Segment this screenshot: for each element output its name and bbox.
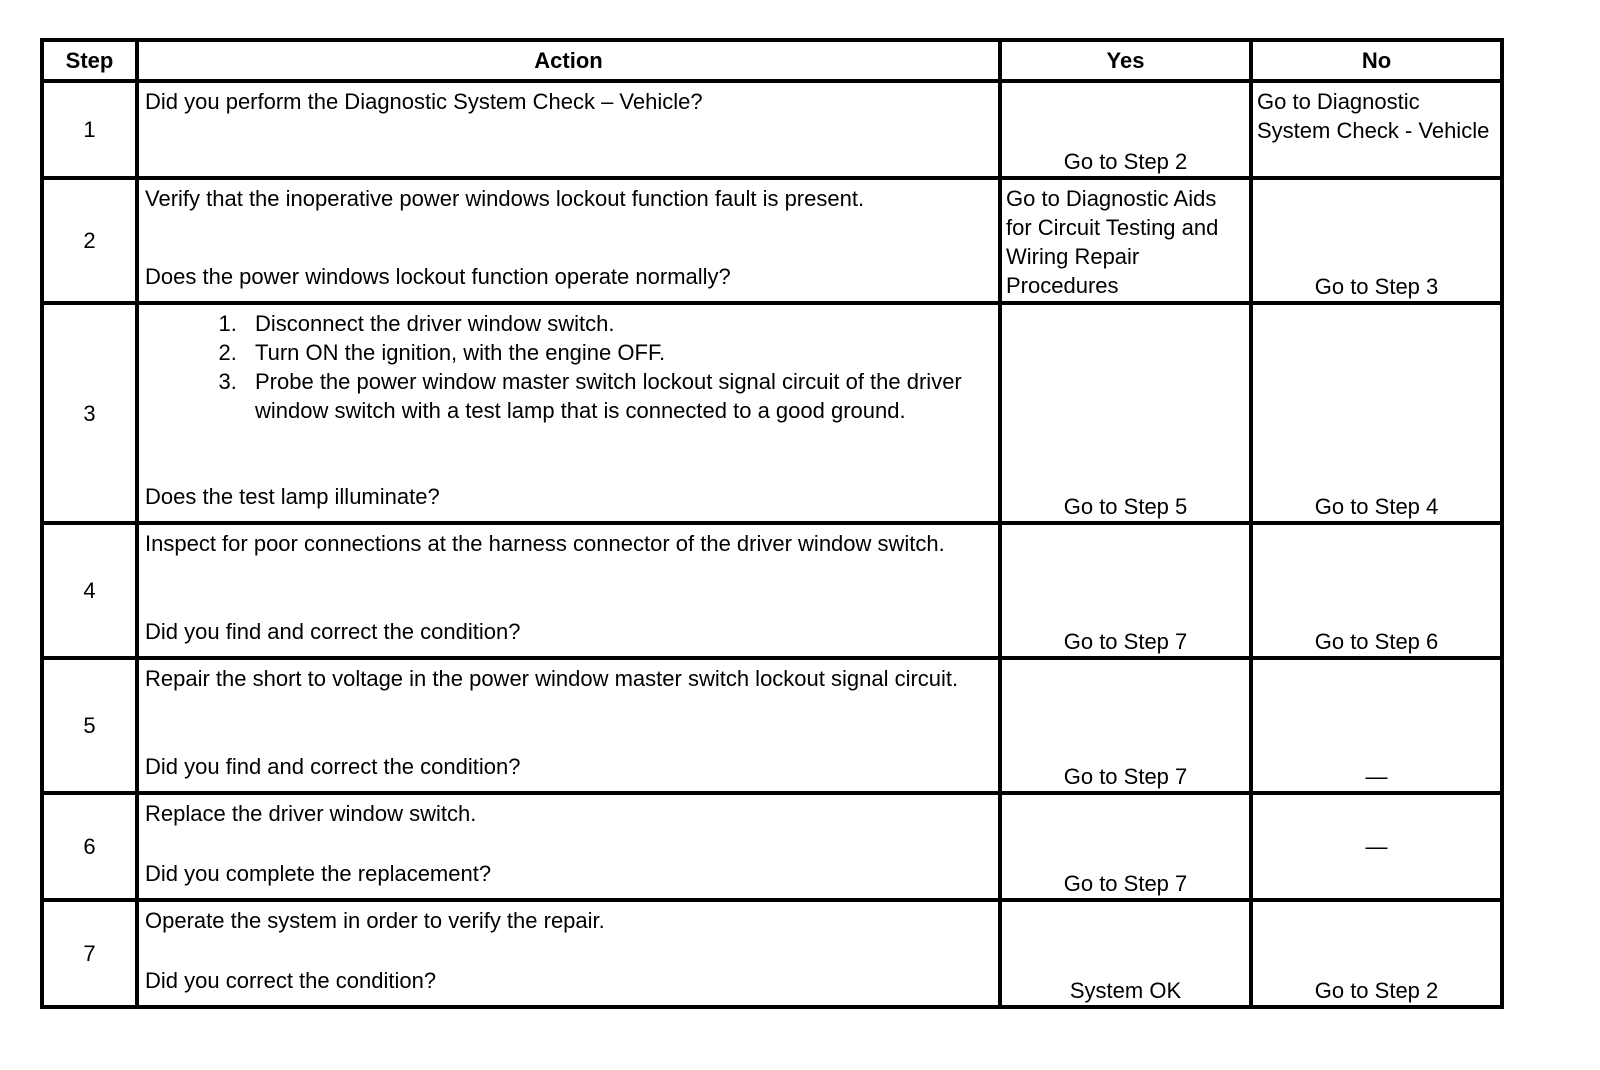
action-text: Did you perform the Diagnostic System Check – Vehicle? <box>145 89 703 114</box>
yes-cell: Go to Step 5 <box>1000 303 1251 523</box>
action-cell <box>137 81 1000 178</box>
table-row <box>42 81 1502 178</box>
list-item: 3. Probe the power window master switch lockout signal circuit of the driver window switch with a test lamp that is connected to a good ground. <box>243 367 992 425</box>
action-question: Did you correct the condition? <box>145 968 437 993</box>
no-cell: Go to Step 2 <box>1251 900 1502 1007</box>
yes-cell: Go to Step 7 <box>1000 658 1251 793</box>
no-cell: Go to Step 6 <box>1251 523 1502 658</box>
action-question: Does the power windows lockout function operate normally? <box>145 264 731 289</box>
step-number: 6 <box>42 793 137 900</box>
action-cell <box>137 793 1000 900</box>
action-text: Verify that the inoperative power windows lockout function fault is present. <box>145 186 865 211</box>
table-row <box>42 523 1502 658</box>
action-cell <box>137 523 1000 658</box>
step-number: 7 <box>42 900 137 1007</box>
action-text: Inspect for poor connections at the harness connector of the driver window switch. <box>145 531 945 556</box>
yes-cell: Go to Step 7 <box>1000 523 1251 658</box>
no-cell: Go to Step 4 <box>1251 303 1502 523</box>
header-no: No <box>1251 40 1502 81</box>
no-cell: — <box>1251 793 1502 900</box>
action-text: Operate the system in order to verify the repair. <box>145 908 605 933</box>
step-number: 5 <box>42 658 137 793</box>
table-row <box>42 303 1502 523</box>
action-list <box>145 309 992 425</box>
table-row <box>42 793 1502 900</box>
action-question: Does the test lamp illuminate? <box>145 484 440 509</box>
step-number: 4 <box>42 523 137 658</box>
no-cell: — <box>1251 658 1502 793</box>
action-cell <box>137 178 1000 303</box>
action-question: Did you find and correct the condition? <box>145 619 521 644</box>
action-question: Did you complete the replacement? <box>145 861 492 886</box>
action-question: Did you find and correct the condition? <box>145 754 521 779</box>
yes-cell: System OK <box>1000 900 1251 1007</box>
diagnostic-table <box>40 38 1504 1009</box>
yes-cell: Go to Step 2 <box>1000 81 1251 178</box>
step-number: 2 <box>42 178 137 303</box>
step-number: 1 <box>42 81 137 178</box>
action-text: Replace the driver window switch. <box>145 801 477 826</box>
header-step: Step <box>42 40 137 81</box>
table-row <box>42 178 1502 303</box>
header-row <box>42 40 1502 81</box>
action-cell <box>137 303 1000 523</box>
list-item: 1. Disconnect the driver window switch. <box>243 309 992 338</box>
yes-cell: Go to Diagnostic Aids for Circuit Testing and Wiring Repair Procedures <box>1000 178 1251 303</box>
action-cell <box>137 900 1000 1007</box>
no-cell: Go to Step 3 <box>1251 178 1502 303</box>
table-row <box>42 658 1502 793</box>
table-row <box>42 900 1502 1007</box>
yes-cell: Go to Step 7 <box>1000 793 1251 900</box>
no-cell: Go to Diagnostic System Check - Vehicle <box>1251 81 1502 178</box>
step-number: 3 <box>42 303 137 523</box>
header-yes: Yes <box>1000 40 1251 81</box>
header-action: Action <box>137 40 1000 81</box>
action-cell <box>137 658 1000 793</box>
action-text: Repair the short to voltage in the power window master switch lockout signal circuit. <box>145 666 959 691</box>
list-item: 2. Turn ON the ignition, with the engine OFF. <box>243 338 992 367</box>
